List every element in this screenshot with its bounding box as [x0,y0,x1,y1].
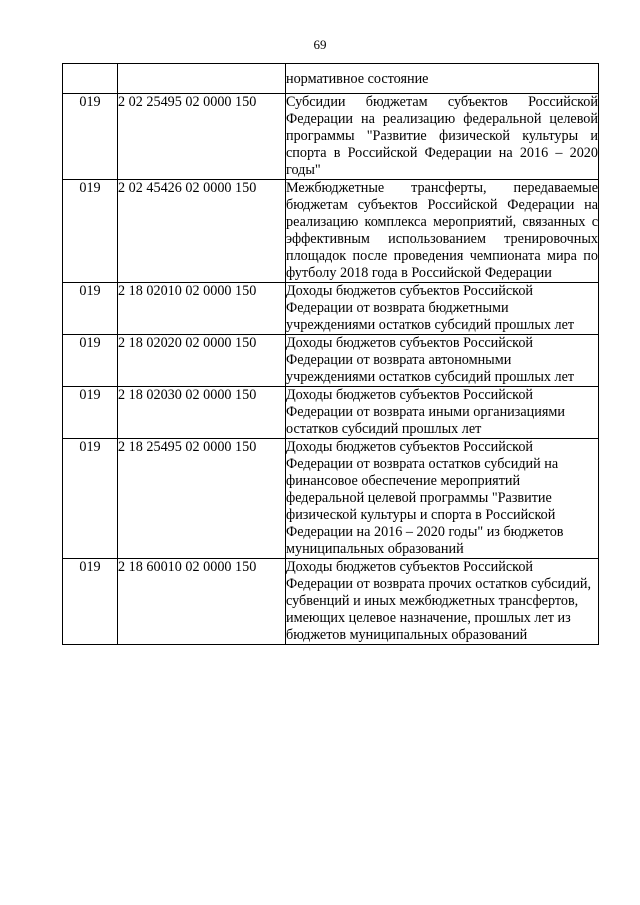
description-cell: Доходы бюджетов субъектов Российской Федерации от возврата иными организациями остатков субсидий прошлых лет [286,387,599,439]
description-cell: нормативное состояние [286,64,599,94]
table-row [63,94,599,180]
admin-code-cell: 019 [63,94,118,180]
description-cell: Доходы бюджетов субъектов Российской Федерации от возврата автономными учреждениями остатков субсидий прошлых лет [286,335,599,387]
admin-code-cell: 019 [63,559,118,645]
budget-code-cell: 2 18 02020 02 0000 150 [118,335,286,387]
description-cell: Межбюджетные трансферты, передаваемые бюджетам субъектов Российской Федерации на реализацию комплекса мероприятий, связанных с эффективным использованием тренировочных площадок после проведения чемпионата мира по футболу 2018 года в Российской Федерации [286,180,598,281]
budget-code-cell: 2 18 25495 02 0000 150 [118,439,286,559]
table-row [63,559,599,645]
admin-code-cell: 019 [63,387,118,439]
budget-code-cell: 2 02 45426 02 0000 150 [118,180,286,283]
description-cell: Доходы бюджетов субъектов Российской Федерации от возврата прочих остатков субсидий, субвенций и иных межбюджетных трансфертов, имеющих целевое назначение, прошлых лет из бюджетов муниципальных образований [286,559,599,645]
budget-codes-table [62,63,599,645]
admin-code-cell: 019 [63,180,118,283]
budget-code-cell [118,64,286,94]
page-number: 69 [313,37,327,52]
table-body [63,64,599,645]
table-row [63,283,599,335]
table-row [63,387,599,439]
admin-code-cell: 019 [63,335,118,387]
admin-code-cell [63,64,118,94]
admin-code-cell: 019 [63,283,118,335]
budget-code-cell: 2 18 60010 02 0000 150 [118,559,286,645]
table-row [63,335,599,387]
description-cell: Доходы бюджетов субъектов Российской Федерации от возврата остатков субсидий на финансовое обеспечение мероприятий федеральной целевой программы "Развитие физической культуры и спорта в Российской Федерации на 2016 – 2020 годы" из бюджетов муниципальных образований [286,439,599,559]
budget-code-cell: 2 02 25495 02 0000 150 [118,94,286,180]
table-row [63,439,599,559]
budget-code-cell: 2 18 02010 02 0000 150 [118,283,286,335]
description-cell: Доходы бюджетов субъектов Российской Федерации от возврата бюджетными учреждениями остатков субсидий прошлых лет [286,283,599,335]
table-row [63,64,599,94]
budget-code-cell: 2 18 02030 02 0000 150 [118,387,286,439]
admin-code-cell: 019 [63,439,118,559]
description-cell: Субсидии бюджетам субъектов Российской Федерации на реализацию федеральной целевой программы "Развитие физической культуры и спорта в Российской Федерации на 2016 – 2020 годы" [286,94,598,178]
table-row [63,180,599,283]
